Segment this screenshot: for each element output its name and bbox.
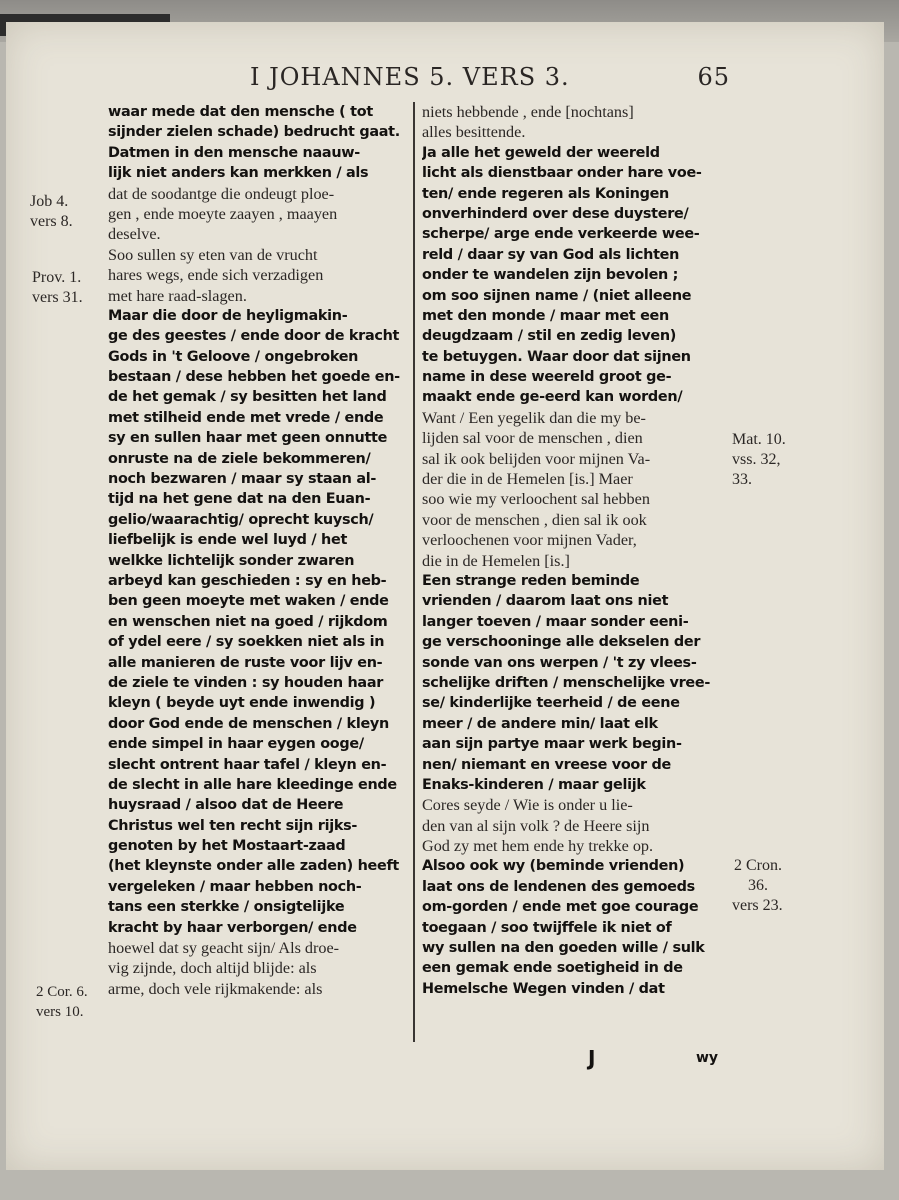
text-line: om-gorden / ende met goe courage [422,899,699,916]
text-line: de slecht in alle hare kleedinge ende [108,776,397,793]
text-line: ben geen moeyte met waken / ende [108,593,389,610]
text-line: om soo sijnen name / (niet alleene [422,287,692,304]
running-header [250,63,730,93]
text-line: gelio/waarachtig/ oprecht kuysch/ [108,511,374,528]
text-line: die in de Hemelen [is.] [422,551,570,570]
margin-note-line: Mat. 10. [732,431,786,448]
text-line: Soo sullen sy eten van de vrucht [108,245,318,264]
text-line: met stilheid ende met vrede / ende [108,409,384,426]
page-title: I JOHANNES 5. VERS 3. [250,63,570,91]
text-line: waar mede dat den mensche ( tot [108,104,373,120]
text-line: se/ kinderlijke teerheid / de eene [422,695,680,712]
margin-note-cron [732,856,783,916]
text-line: lijden sal voor de menschen , dien [422,429,643,448]
margin-note-line: vers 10. [36,1004,84,1020]
text-line: sy en sullen haar met geen onnutte [108,430,388,447]
text-line: ten/ ende regeren als Koningen [422,185,669,202]
text-line: Maar die door de heyligmakin- [108,307,348,324]
text-line: onruste na de ziele bekommeren/ [108,450,371,467]
text-line: door God ende de menschen / kleyn [108,715,389,732]
margin-note-line: vers 31. [32,289,83,306]
text-line: tans een sterkke / onsigtelijke [108,899,345,916]
text-line: maakt ende ge-eerd kan worden/ [422,389,683,406]
text-line: laat ons de lendenen des gemoeds [422,878,695,895]
text-line: huysraad / alsoo dat de Heere [108,797,344,814]
catchword-left: J [588,1046,596,1070]
text-line: alle manieren de ruste voor lijv en- [108,654,383,671]
text-line: te betuygen. Waar door dat sijnen [422,348,691,365]
text-line: den van al sijn volk ? de Heere sijn [422,816,650,835]
text-line: name in dese weereld groot ge- [422,369,672,386]
text-line: meer / de andere min/ laat elk [422,715,658,732]
text-line: onverhinderd over dese duystere/ [422,205,689,222]
text-line: noch bezwaren / maar sy staan al- [108,471,377,488]
text-line: Want / Een yegelik dan die my be- [422,408,646,427]
text-line: reld / daar sy van God als lichten [422,246,680,263]
text-line: scherpe/ arge ende verkeerde wee- [422,226,700,243]
text-line: nen/ niemant en vreese voor de [422,756,671,773]
text-line: deselve. [108,225,161,244]
margin-note-line: Job 4. [30,193,69,210]
text-line: Cores seyde / Wie is onder u lie- [422,796,633,815]
text-line: slecht ontrent haar tafel / kleyn en- [108,756,387,773]
text-line: ge des geestes / ende door de kracht [108,328,400,345]
text-line: vrienden / daarom laat ons niet [422,593,669,610]
page-number: 65 [697,63,730,91]
text-line: arme, doch vele rijkmakende: als [108,979,323,998]
text-line: met hare raad-slagen. [108,286,247,305]
margin-note-job [30,192,73,232]
text-line: vergeleken / maar hebben noch- [108,878,362,895]
margin-note-mat [732,430,786,490]
margin-note-prov [32,268,83,308]
margin-note-line: vers 8. [30,213,73,230]
text-line: kracht by haar verborgen/ ende [108,919,357,936]
text-line: gen , ende moeyte zaayen , maayen [108,204,338,223]
text-line: sonde van ons werpen / 't zy vlees- [422,654,697,671]
text-line: Datmen in den mensche naauw- [108,144,360,161]
text-line: dat de soodantge die ondeugt ploe- [108,184,335,203]
catchword-right: wy [696,1050,719,1066]
text-line: Christus wel ten recht sijn rijks- [108,817,358,834]
text-line: alles besittende. [422,123,526,142]
text-line: ende simpel in haar eygen ooge/ [108,736,364,753]
margin-note-line: 2 Cor. 6. [36,984,88,1000]
text-line: aan sijn partye maar werk begin- [422,736,682,753]
text-line: liefbelijk is ende wel luyd / het [108,532,348,549]
text-line: (het kleynste onder alle zaden) heeft [108,858,400,875]
text-line: met den monde / maar met een [422,307,669,324]
text-line: der die in de Hemelen [is.] Maer [422,470,633,489]
margin-note-line: vers 23. [732,897,783,914]
text-line: lijk niet anders kan merkken / als [108,165,369,182]
text-line: ge verschooninge alle dekselen der [422,634,701,651]
margin-note-line: 2 Cron. [734,857,782,874]
margin-note-line: vss. 32, [732,451,781,468]
text-line: soo wie my verloochent sal hebben [422,490,650,509]
text-line: Een strange reden beminde [422,572,640,589]
text-line: licht als dienstbaar onder hare voe- [422,165,702,182]
text-line: Alsoo ook wy (beminde vrienden) [422,858,685,875]
text-line: en wenschen niet na goed / rijkdom [108,613,388,630]
left-text-column [108,102,404,999]
text-line: welkke lichtelijk sonder zwaren [108,552,355,569]
margin-note-line: Prov. 1. [32,269,82,286]
text-line: verloochenen voor mijnen Vader, [422,531,637,550]
margin-note-line: 33. [732,471,752,488]
text-line: of ydel eere / sy soekken niet als in [108,634,385,651]
right-text-column [422,102,726,999]
margin-note-line: 36. [748,877,768,894]
text-line: wy sullen na den goeden wille / sulk [422,940,705,957]
text-line: tijd na het gene dat na den Euan- [108,491,371,508]
text-line: schelijke driften / menschelijke vree- [422,674,711,691]
text-line: hares wegs, ende sich verzadigen [108,266,324,285]
text-line: niets hebbende , ende [nochtans] [422,103,634,121]
text-line: deugdzaam / stil en zedig leven) [422,328,677,345]
text-line: hoewel dat sy geacht sijn/ Als droe- [108,939,340,958]
text-line: sijnder zielen schade) bedrucht gaat. [108,124,400,141]
margin-note-cor [36,982,88,1022]
text-line: Hemelsche Wegen vinden / dat [422,980,665,997]
column-divider [413,102,415,1042]
text-line: kleyn ( beyde uyt ende inwendig ) [108,695,376,712]
text-line: Enaks-kinderen / maar gelijk [422,776,646,793]
text-line: genoten by het Mostaart-zaad [108,838,346,855]
text-line: God zy met hem ende hy trekke op. [422,837,654,856]
text-line: langer toeven / maar sonder eeni- [422,613,689,630]
text-line: bestaan / dese hebben het goede en- [108,369,400,386]
text-line: arbeyd kan geschieden : sy en heb- [108,572,387,589]
text-line: de ziele te vinden : sy houden haar [108,674,384,691]
text-line: Ja alle het geweld der weereld [422,144,660,161]
text-line: toegaan / soo twijffele ik niet of [422,919,672,936]
text-line: een gemak ende soetigheid in de [422,960,683,977]
text-line: sal ik ook belijden voor mijnen Va- [422,449,651,468]
text-line: Gods in 't Geloove / ongebroken [108,348,359,365]
text-line: onder te wandelen zijn bevolen ; [422,267,679,284]
text-line: de het gemak / sy besitten het land [108,389,387,406]
text-line: vig zijnde, doch altijd blijde: als [108,959,317,978]
text-line: voor de menschen , dien sal ik ook [422,510,647,529]
